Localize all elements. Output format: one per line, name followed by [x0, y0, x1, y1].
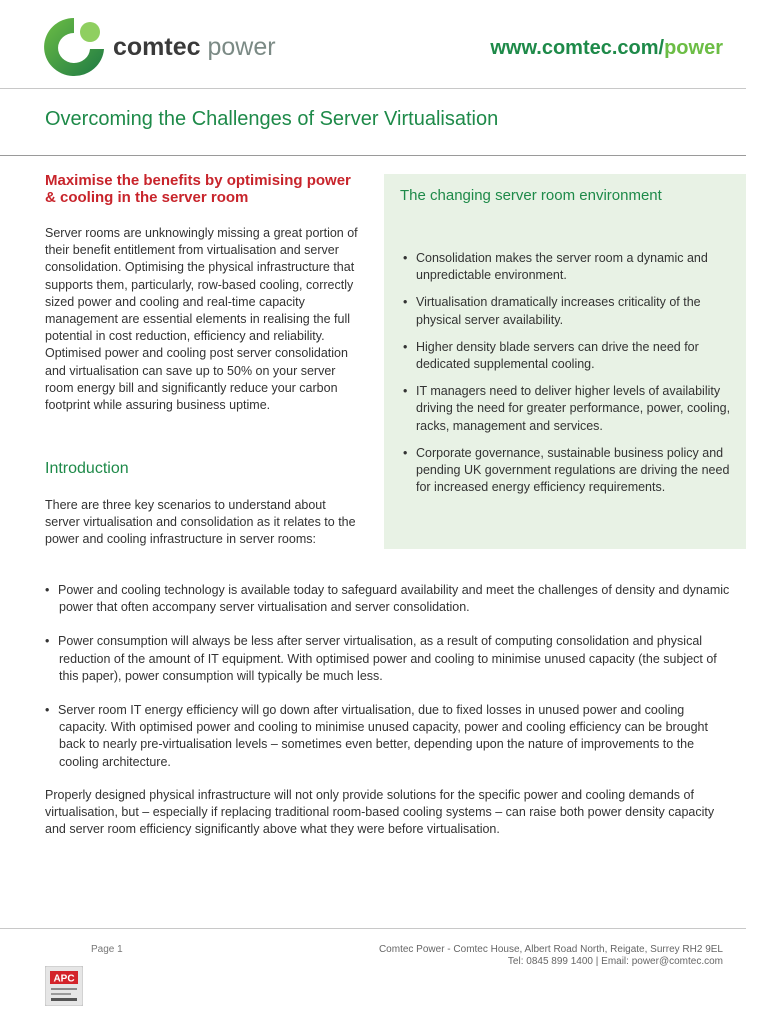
- title-divider: [0, 155, 746, 156]
- bullet-icon: •: [403, 445, 408, 460]
- comtec-logo-icon: [42, 16, 106, 78]
- list-item: • Corporate governance, sustainable business policy and pending UK government regulations are driving the need for increased energy efficiency requirements.: [403, 445, 730, 495]
- bullet-icon: •: [45, 583, 50, 597]
- footer-address: Comtec Power - Comtec House, Albert Road North, Reigate, Surrey RH2 9EL: [378, 944, 723, 955]
- environment-heading: The changing server room environment: [400, 187, 662, 204]
- bullet-icon: •: [45, 634, 50, 649]
- footer-divider: [0, 928, 746, 929]
- list-item: • IT managers need to deliver higher levels of availability driving the need for greater performance, power, cooling, racks, management and services.: [403, 384, 731, 433]
- list-item: • Power and cooling technology is available today to safeguard availability and meet the challenges of density and dynamic power that often accompany server virtualisation and server consolidation.: [45, 583, 730, 615]
- scenario-list: [45, 582, 735, 771]
- list-item: • Higher density blade servers can drive the need for dedicated supplemental cooling.: [403, 339, 699, 372]
- brand-word-comtec: comtec: [113, 33, 201, 61]
- introduction-paragraph: There are three key scenarios to understand about server virtualisation and consolidation as it relates to the power and cooling infrastructure in server rooms:: [45, 498, 356, 547]
- closing-paragraph: Properly designed physical infrastructure will not only provide solutions for the specific power and cooling demands of virtualisation, but – especially if replacing traditional room-based cooling systems – can raise both power density capacity and server room efficiency significantly above what they were before virtualisation.: [45, 788, 715, 837]
- list-item: • Consolidation makes the server room a dynamic and unpredictable environment.: [403, 251, 708, 283]
- svg-text:APC: APC: [53, 973, 75, 985]
- website-link-prefix: www.comtec.com/: [490, 37, 665, 59]
- website-link[interactable]: [490, 37, 723, 60]
- brand-word-power: power: [207, 33, 276, 61]
- environment-panel: [384, 174, 746, 549]
- website-link-suffix: power: [664, 37, 723, 59]
- introduction-heading: Introduction: [45, 460, 129, 477]
- bullet-icon: •: [403, 384, 408, 399]
- footer-contact: [379, 944, 723, 968]
- footer-phone-email: Tel: 0845 899 1400 | Email: power@comtec.com: [507, 956, 723, 967]
- bullet-icon: •: [403, 251, 408, 265]
- header-divider: [0, 88, 746, 89]
- benefits-heading: Maximise the benefits by optimising power & cooling in the server room: [45, 172, 351, 206]
- bullet-icon: •: [403, 339, 408, 354]
- bullet-icon: •: [45, 703, 50, 718]
- apc-partner-badge-icon: [45, 966, 83, 1006]
- list-item: • Server room IT energy efficiency will go down after virtualisation, due to fixed losses in unused power and cooling capacity. With optimised power and cooling to minimise unused capacity, power and cooling efficiency can be brought back to nearly pre-virtualisation levels – sometimes even better, depending upon the nature of improvements to the cooling architecture.: [45, 703, 708, 769]
- list-item: • Power consumption will always be less after server virtualisation, as a result of computing consolidation and physical reduction of the amount of IT equipment. With optimised power and cooling to minimise unused capacity (the subject of this paper), power consumption will typically be much less.: [45, 634, 717, 683]
- page-number: Page 1: [91, 944, 123, 955]
- environment-list: [403, 250, 733, 496]
- list-item: • Virtualisation dramatically increases criticality of the physical server availability.: [403, 295, 701, 327]
- brand-name: [113, 32, 276, 62]
- bullet-icon: •: [403, 295, 408, 310]
- benefits-paragraph: Server rooms are unknowingly missing a great portion of their benefit entitlement from virtualisation and server consolidation. Optimising the physical infrastructure that supports them, particularly, row-based cooling, correctly sized power and cooling and real-time capacity management are essential elements in realising the full potential in cost reduction, efficiency and reliability. Optimised power and cooling post server consolidation and virtualisation can save up to 50% on your server room energy bill and significantly reduce your carbon footprint while assuring business uptime.: [45, 226, 358, 413]
- document-title: Overcoming the Challenges of Server Virtualisation: [45, 108, 499, 130]
